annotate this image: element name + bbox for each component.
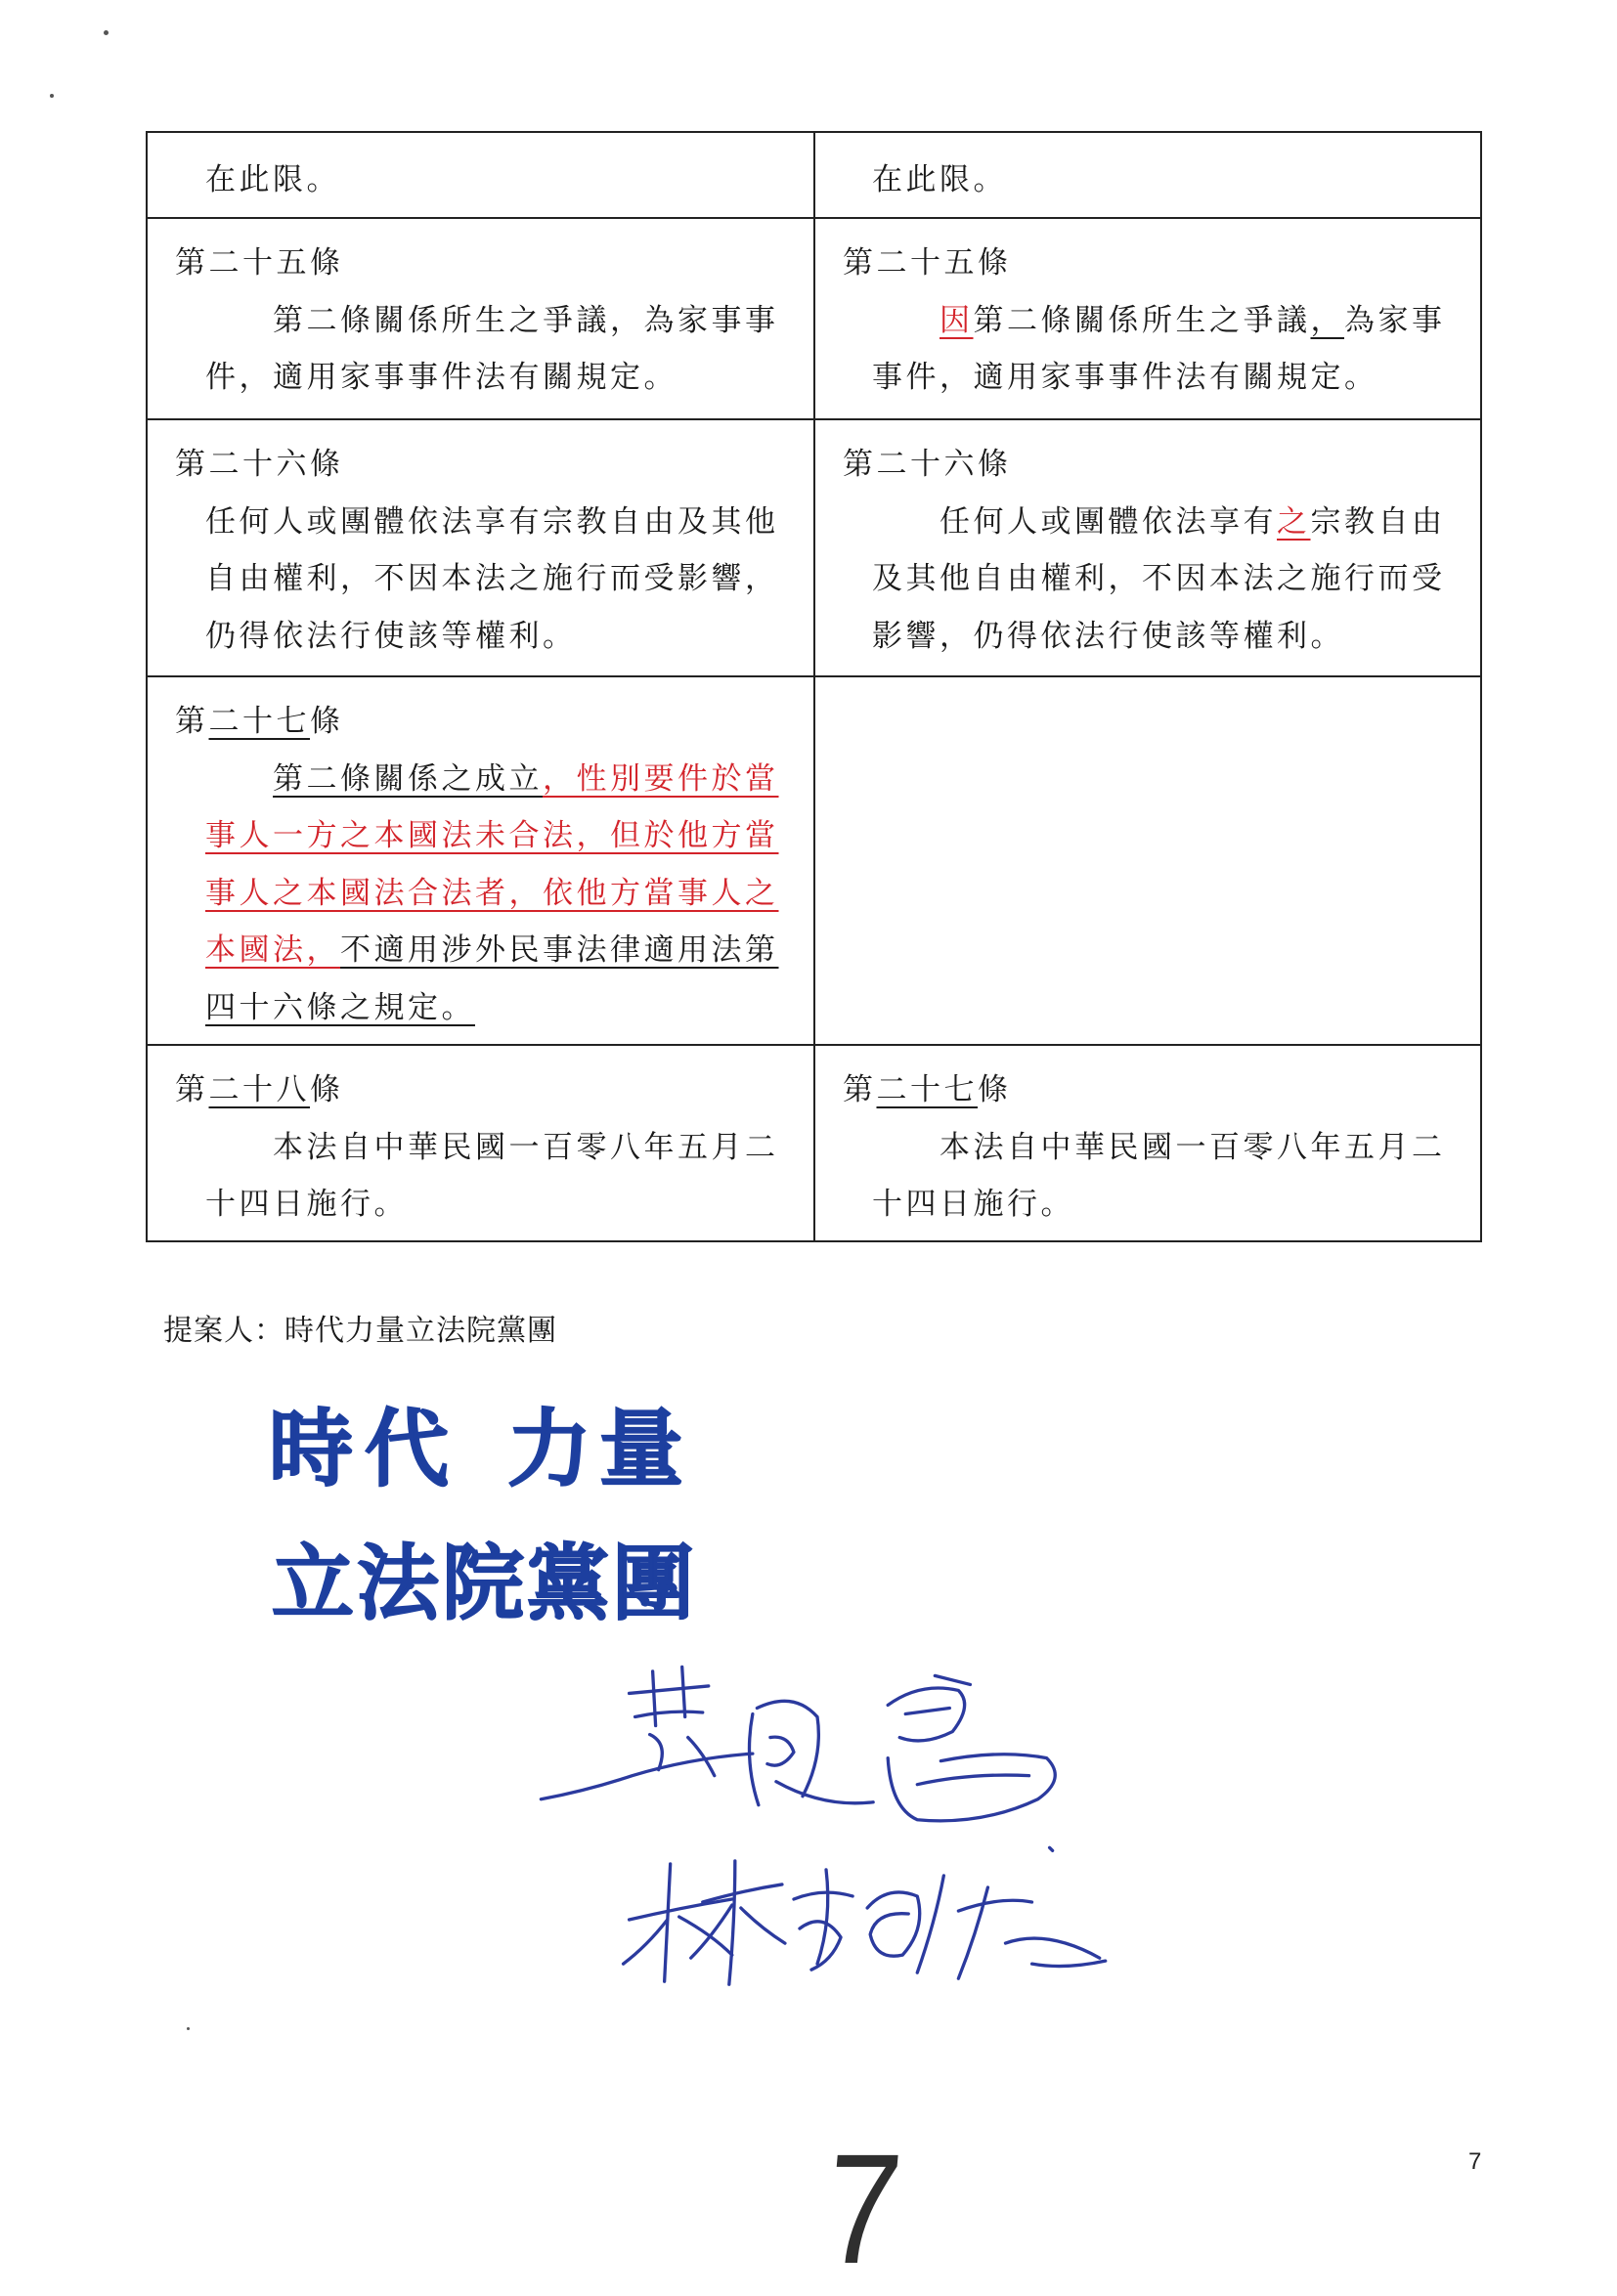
underlined-text: 四十六條之規定。: [205, 989, 475, 1025]
signature-stroke: [703, 1884, 782, 1902]
amended-text: 因: [940, 302, 974, 338]
article-heading: 第二十五條: [175, 245, 344, 281]
right-column-cell: [815, 1046, 1480, 1240]
signature-stroke: [757, 1701, 818, 1796]
signature-stroke: [691, 1905, 732, 1958]
signature-2: [624, 1847, 1106, 1984]
article-text-line: 及其他自由權利，不因本法之施行而受: [872, 561, 1446, 596]
signature-stroke: [800, 1922, 841, 1970]
heading-number: 二十七: [876, 1072, 978, 1107]
article-text-line: 仍得依法行使該等權利。: [205, 618, 577, 654]
scan-speck: [50, 94, 54, 98]
scan-speck: [187, 2027, 190, 2030]
signature-stroke: [888, 1754, 1055, 1821]
signature-stroke: [1005, 1938, 1099, 1958]
proposer-line: 提案人：時代力量立法院黨團: [163, 1314, 557, 1348]
article-text-line: 自由權利，不因本法之施行而受影響，: [205, 561, 779, 596]
article-text-line: [148, 865, 813, 923]
underlined-text: 第二條關係之成立: [273, 760, 543, 797]
right-column-cell: [815, 219, 1480, 418]
left-column-cell: [148, 420, 815, 675]
left-column-cell: [148, 677, 815, 1044]
heading-number: 二十八: [208, 1072, 310, 1107]
table-row: [148, 420, 1480, 677]
table-row: [148, 219, 1480, 420]
table-row: [148, 133, 1480, 219]
article-text-line: 事件，適用家事事件法有關規定。: [872, 360, 1378, 395]
signature-stroke: [624, 1920, 668, 1964]
signature-stroke: [665, 1864, 671, 1981]
signature-stroke: [630, 1899, 732, 1920]
article-text-line: [815, 292, 1480, 350]
article-heading: 第二十六條: [175, 447, 344, 482]
article-text: 為家事: [1344, 302, 1446, 338]
signature-stroke: [867, 1892, 920, 1956]
article-text-line: 本法自中華民國一百零八年五月二: [273, 1129, 779, 1165]
table-row: [148, 1046, 1480, 1240]
signature-stroke: [541, 1754, 753, 1799]
page-number: 7: [1468, 2148, 1482, 2175]
right-column-cell-empty: [815, 677, 1480, 1044]
heading-number: 二十七: [208, 704, 310, 739]
article-text-line: 本法自中華民國一百零八年五月二: [940, 1129, 1446, 1165]
amended-text: 本國法，: [205, 932, 340, 968]
signature-stroke: [917, 1876, 943, 1972]
table-row: [148, 677, 1480, 1046]
left-column-cell: [148, 219, 815, 418]
heading-suffix: 條: [978, 1072, 1012, 1107]
signature-stroke: [888, 1688, 964, 1741]
left-column-cell: [148, 133, 815, 217]
article-text-line: [148, 922, 813, 979]
signature-stroke: [635, 1711, 703, 1716]
signature-1: [541, 1667, 1055, 1820]
article-heading: [148, 693, 813, 751]
caucus-stamp-line1-part1: 時代: [269, 1401, 460, 1498]
caucus-stamp-line2: 立法院黨團: [272, 1536, 698, 1631]
article-heading: [148, 1061, 813, 1119]
caucus-stamp-line1-part2: 力量: [507, 1401, 691, 1498]
article-text-line: 十四日施行。: [872, 1187, 1074, 1222]
article-heading: 第二十六條: [843, 447, 1012, 482]
signature-stroke: [679, 1917, 732, 1955]
article-text-line: [148, 979, 813, 1037]
amended-text: 之: [1277, 503, 1311, 540]
signature-stroke: [749, 1713, 758, 1804]
signature-stroke: [794, 1892, 852, 1899]
heading-suffix: 條: [310, 704, 344, 739]
article-text-line: [148, 807, 813, 865]
signature-stroke: [741, 1908, 785, 1943]
article-text: 任何人或團體依法享有: [940, 503, 1277, 540]
signature-stroke: [935, 1675, 970, 1684]
article-text-line: 任何人或團體依法享有宗教自由及其他: [205, 503, 779, 540]
signature-stroke: [767, 1737, 794, 1765]
article-text-line: 在此限。: [205, 162, 340, 197]
signature-stroke: [682, 1667, 685, 1716]
article-text: 第二條關係所生之爭議: [973, 302, 1311, 338]
article-text-line: 影響，仍得依法行使該等權利。: [872, 618, 1344, 654]
left-column-cell: [148, 1046, 815, 1240]
right-column-cell: [815, 133, 1480, 217]
signature-stroke: [958, 1900, 1031, 1911]
amended-text: ，性別要件於當: [543, 760, 779, 797]
scan-speck: [104, 30, 109, 35]
heading-prefix: 第: [175, 704, 209, 739]
signature-stroke: [1050, 1847, 1053, 1850]
underlined-text: 不適用涉外民事法律適用法第: [340, 932, 779, 968]
heading-prefix: 第: [175, 1072, 209, 1107]
signature-stroke: [776, 1782, 873, 1803]
article-text-line: 第二條關係所生之爭議，為家事事: [273, 302, 779, 338]
signature-stroke: [1032, 1961, 1106, 1966]
marked-text: ，: [1310, 302, 1344, 338]
article-heading: [815, 1061, 1480, 1119]
article-text-line: [815, 494, 1480, 551]
amended-text: 事人一方之本國法未合法，但於他方當: [205, 818, 779, 853]
signature-stroke: [688, 1738, 715, 1776]
signature-stroke: [905, 1708, 949, 1713]
article-text-line: 件，適用家事事件法有關規定。: [205, 360, 677, 395]
article-text-line: 十四日施行。: [205, 1187, 408, 1222]
signature-stroke: [958, 1887, 987, 1978]
article-text: 宗教自由: [1310, 503, 1446, 540]
article-text-line: [148, 751, 813, 808]
right-column-cell: [815, 420, 1480, 675]
amended-text: 事人之本國法合法者，依他方當事人之: [205, 875, 779, 911]
heading-prefix: 第: [843, 1072, 877, 1107]
signature-stroke: [917, 1775, 1028, 1785]
handwritten-page-mark: 7: [818, 2121, 908, 2296]
article-heading: 第二十五條: [843, 245, 1012, 281]
signature-stroke: [630, 1686, 709, 1694]
signature-stroke: [729, 1861, 735, 1984]
signature-stroke: [817, 1870, 828, 1964]
heading-suffix: 條: [310, 1072, 344, 1107]
article-text-line: 在此限。: [872, 162, 1007, 197]
signature-stroke: [653, 1671, 656, 1726]
article-comparison-table: [146, 131, 1482, 1242]
signature-stroke: [650, 1735, 663, 1770]
